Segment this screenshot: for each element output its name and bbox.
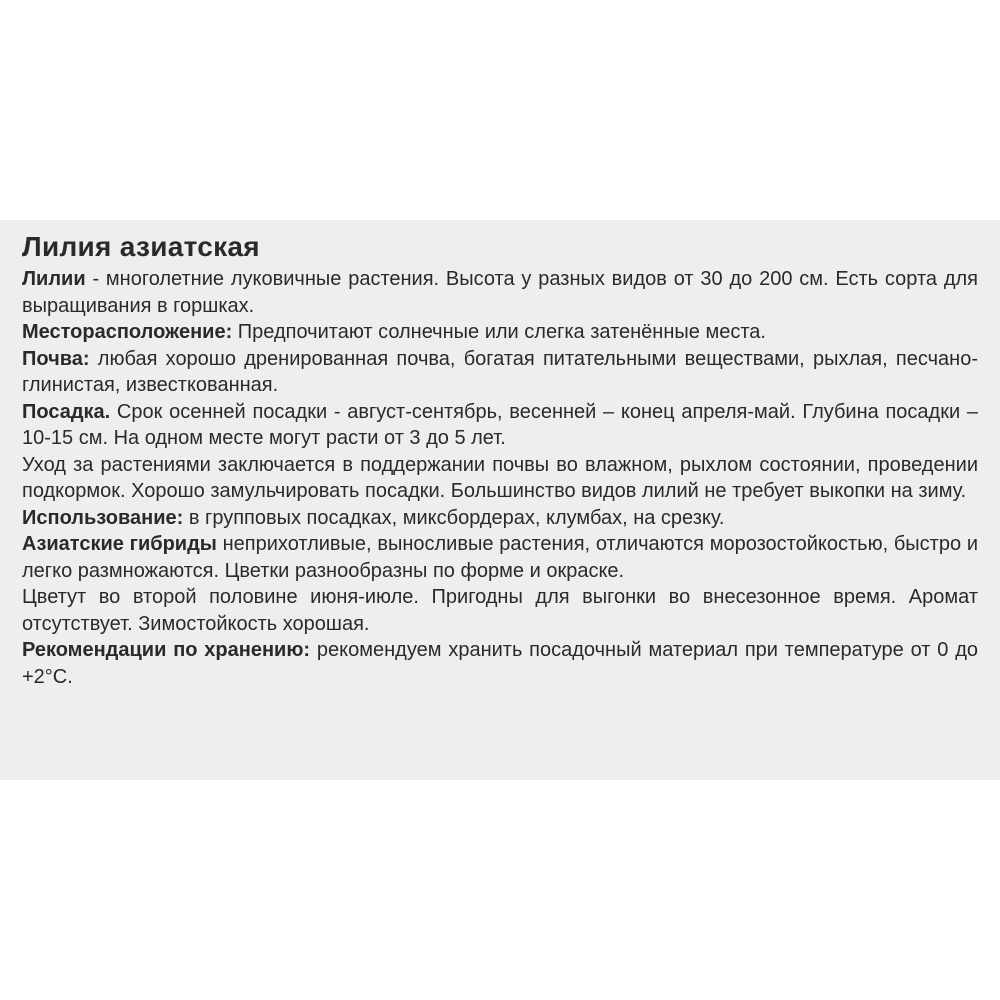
paragraph-term: Использование: [22, 506, 184, 529]
paragraph-text: в групповых посадках, миксбордерах, клумбах, на срезку. [183, 506, 725, 529]
paragraph-flowering [22, 584, 978, 637]
paragraph-soil [22, 346, 978, 399]
paragraph-text: - многолетние луковичные растения. Высота у разных видов от 30 до 200 см. Есть сорта для выращивания в горшках. [22, 268, 978, 317]
paragraph-hybrids [22, 531, 978, 584]
paragraph-location [22, 319, 978, 346]
paragraph-text: неприхотливые, выносливые растения, отличаются морозостойкостью, быстро и легко размножаются. Цветки разнообразны по форме и окраске. [22, 533, 978, 582]
paragraph-term: Азиатские гибриды [22, 533, 217, 555]
product-label [0, 220, 1000, 780]
paragraph-text: Предпочитают солнечные или слегка затенённые места. [232, 321, 766, 343]
label-title: Лилия азиатская [22, 231, 260, 262]
paragraph-lilies [22, 266, 978, 319]
paragraph-storage [22, 637, 978, 690]
paragraph-term: Лилии [22, 268, 86, 290]
paragraph-planting [22, 399, 978, 452]
paragraph-term: Посадка. [22, 400, 111, 423]
paragraph-text: Уход за растениями заключается в поддержании почвы во влажном, рыхлом состоянии, проведении подкормок. Хорошо замульчировать посадки. Большинство видов лилий не требует выкопки на зиму. [22, 453, 978, 502]
paragraph-text: любая хорошо дренированная почва, богатая питательными веществами, рыхлая, песчано-глинистая, известкованная. [22, 347, 978, 396]
paragraph-term: Месторасположение: [22, 321, 233, 343]
paragraph-term: Почва: [22, 347, 90, 370]
paragraph-text: Цветут во второй половине июня-июле. Пригодны для выгонки во внесезонное время. Аромат отсутствует. Зимостойкость хорошая. [22, 586, 978, 635]
paragraph-text: Срок осенней посадки - август-сентябрь, весенней – конец апреля-май. Глубина посадки – 10-15 см. На одном месте могут расти от 3 до 5 лет. [22, 400, 978, 449]
paragraph-care [22, 452, 978, 505]
paragraph-text: рекомендуем хранить посадочный материал при температуре от 0 до +2°C. [22, 639, 978, 688]
paragraph-usage [22, 505, 978, 532]
paragraph-term: Рекомендации по хранению: [22, 639, 311, 661]
